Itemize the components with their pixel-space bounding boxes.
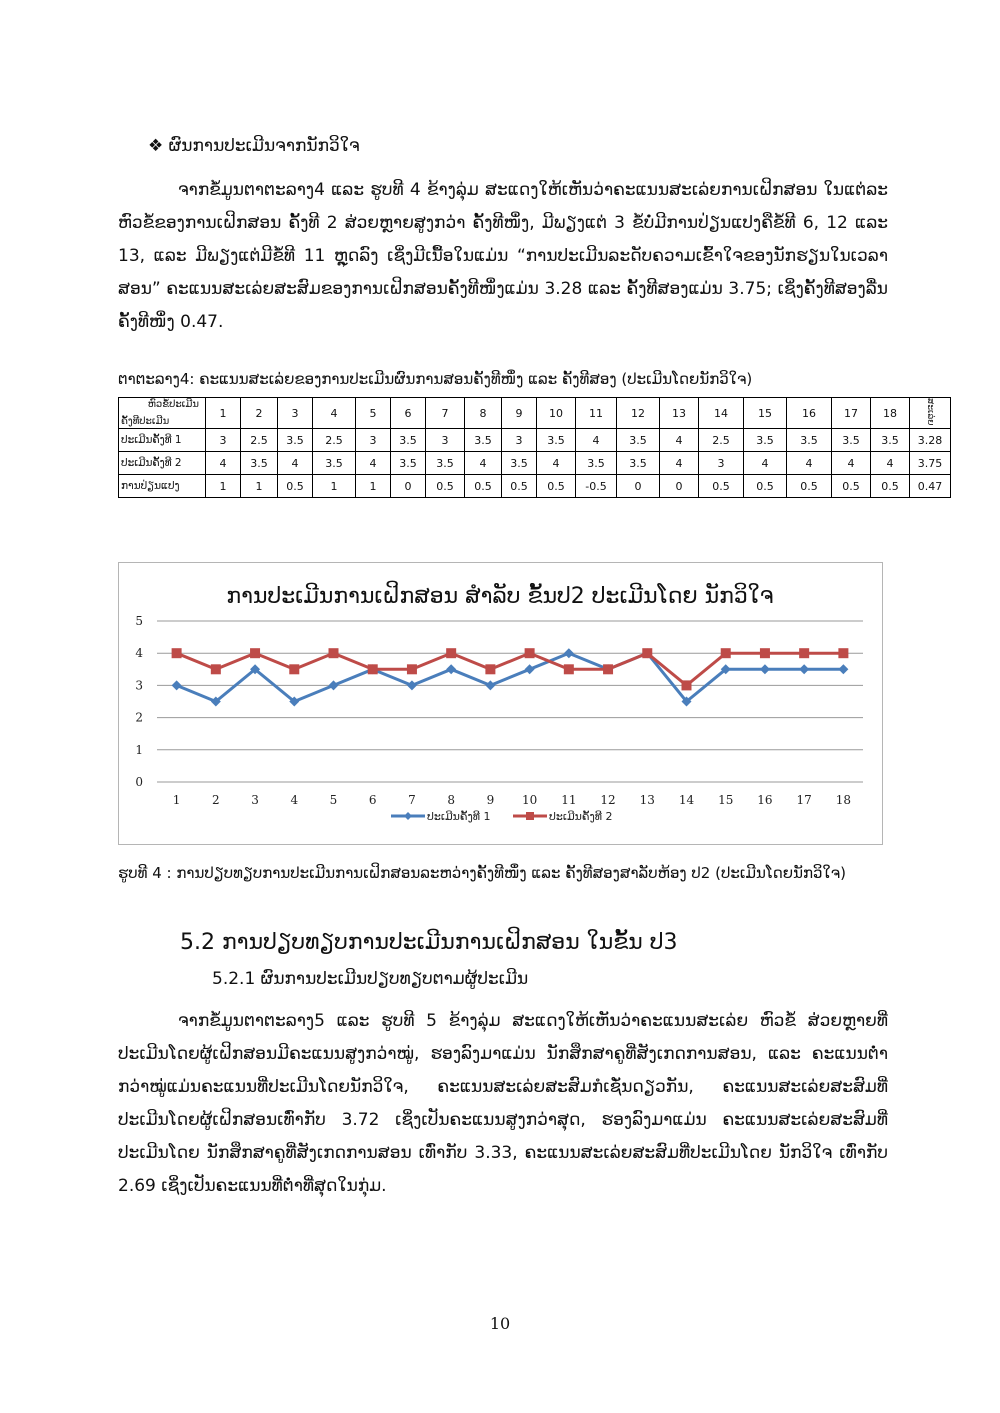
table-cell: 3.5 — [313, 452, 356, 475]
table-column-header: 6 — [391, 398, 426, 429]
table-cell: 3.5 — [502, 452, 537, 475]
table-cell: 3 — [206, 429, 241, 452]
data-point-series-2 — [799, 648, 809, 658]
table-cell: 2.5 — [241, 429, 278, 452]
data-point-series-2 — [485, 664, 495, 674]
table-cell: 3.5 — [391, 452, 426, 475]
table-cell: 1 — [241, 475, 278, 498]
table-column-header: 5 — [356, 398, 391, 429]
table-cell: 2.5 — [699, 429, 744, 452]
table-row-label: ປະເມີນຄັ້ງທີ 2 — [119, 452, 206, 475]
y-tick-label: 5 — [135, 614, 143, 628]
table-cell: 4 — [356, 452, 391, 475]
table-cell: 4 — [787, 452, 832, 475]
chart-title: ການປະເມີນການເຝິກສອນ ສຳລັບ ຂັ້ນປ2 ປະເມີນໂດຍ ນັກວິໃຈ — [226, 584, 774, 609]
table-cell: 3.5 — [465, 429, 502, 452]
table-column-header: 3 — [278, 398, 313, 429]
table-cell: 3 — [356, 429, 391, 452]
data-point-series-2 — [250, 648, 260, 658]
table-cell: 3.5 — [537, 429, 576, 452]
table-column-header: 11 — [576, 398, 617, 429]
table-column-header: 4 — [313, 398, 356, 429]
data-point-series-2 — [407, 664, 417, 674]
table-column-header: 2 — [241, 398, 278, 429]
data-point-series-1 — [446, 664, 456, 674]
table-corner-header — [119, 398, 206, 429]
table-cell: 3.5 — [787, 429, 832, 452]
x-tick-label: 1 — [172, 793, 181, 807]
x-tick-label: 4 — [290, 793, 299, 807]
data-point-series-1 — [838, 664, 848, 674]
table-cell: 3.5 — [744, 429, 787, 452]
data-point-series-2 — [838, 648, 848, 658]
y-tick-label: 2 — [135, 710, 143, 725]
table-cell: 3.5 — [832, 429, 871, 452]
subsection-heading: 5.2.1 ຜົນການປະເມີນປຽບທຽບຕາມຜູ້ປະເມີນ — [212, 969, 529, 989]
table-cell: 4 — [832, 452, 871, 475]
table-cell: 0.5 — [465, 475, 502, 498]
table-cell: 3.5 — [576, 452, 617, 475]
x-tick-label: 8 — [447, 793, 455, 807]
data-point-series-2 — [721, 648, 731, 658]
legend-marker-2 — [526, 812, 534, 820]
table-avg-cell: 3.75 — [910, 452, 951, 475]
table-row-label: ການປ່ຽນແປງ — [119, 475, 206, 498]
table-column-header: 15 — [744, 398, 787, 429]
paragraph-1 — [118, 174, 888, 339]
table-cell: 2.5 — [313, 429, 356, 452]
table-cell: 3.5 — [278, 429, 313, 452]
data-point-series-2 — [682, 680, 692, 690]
x-tick-label: 6 — [368, 793, 377, 807]
table-column-header: 14 — [699, 398, 744, 429]
data-point-series-1 — [329, 680, 339, 690]
x-tick-label: 17 — [796, 793, 812, 807]
table-cell: 4 — [660, 452, 699, 475]
table-cell: 4 — [465, 452, 502, 475]
table-cell: 3.5 — [871, 429, 910, 452]
table-cell: 3.5 — [391, 429, 426, 452]
table-cell: 3.5 — [617, 429, 660, 452]
table-cell: 0.5 — [537, 475, 576, 498]
legend-label: ປະເມີນຄັ້ງທີ 2 — [549, 810, 613, 823]
data-point-series-1 — [407, 680, 417, 690]
table-cell: 4 — [576, 429, 617, 452]
table-cell: 3.5 — [617, 452, 660, 475]
data-point-series-1 — [172, 680, 182, 690]
table-cell: 1 — [313, 475, 356, 498]
data-point-series-2 — [211, 664, 221, 674]
table-cell: 0.5 — [699, 475, 744, 498]
table-cell: 0.5 — [787, 475, 832, 498]
legend-marker-1 — [404, 812, 412, 820]
x-tick-label: 7 — [408, 793, 416, 807]
x-tick-label: 9 — [486, 793, 495, 807]
table-cell: 4 — [871, 452, 910, 475]
data-point-series-2 — [368, 664, 378, 674]
table-cell: 0.5 — [278, 475, 313, 498]
x-tick-label: 2 — [212, 793, 220, 807]
paragraph-1-text: ຈາກຂໍ້ມູນຕາຕະລາງ4 ແລະ ຮູບທີ 4 ຂ້າງລຸ່ມ ສະແດງໃຫ້ເຫັນວ່າຄະແນນສະເລ່ຍການເຝິກສອນ ໃນແຕ່ລະຫົວຂໍ້ຂອງການເຝິກສອນ ຄັ້ງທີ 2 ສ່ວຍຫຼາຍສູງກວ່າ ຄັ້ງທີໜຶ່ງ, ມີພຽງແຕ່ 3 ຂໍ້ບໍ່ມີການປ່ຽນແປງຄືຂໍ້ທີ 6, 12 ແລະ 13, ແລະ ມີພຽງແຕ່ມີຂໍ້ທີ 11 ຫຼຸດລົງ ເຊິ່ງມີເນື້ອໃນແມ່ນ “ການປະເມີນລະດັບຄວາມເຂົ້າໃຈຂອງນັກຮຽນໃນເວລາສອນ” ຄະແນນສະເລ່ຍສະສົມຂອງການເຝິກສອນຄັ້ງທີໜຶ່ງແມ່ນ 3.28 ແລະ ຄັ້ງທີສອງແມ່ນ 3.75; ເຊິ່ງຄັ້ງທີສອງລື່ນຄັ້ງທີໜຶ່ງ 0.47. — [118, 180, 888, 332]
table-cell: 4 — [660, 429, 699, 452]
table-column-header: 8 — [465, 398, 502, 429]
table-cell: 3 — [699, 452, 744, 475]
line-chart — [118, 562, 883, 845]
y-tick-label: 1 — [135, 742, 143, 757]
table-column-header: 16 — [787, 398, 832, 429]
table-cell: 0.5 — [426, 475, 465, 498]
table-avg-header — [910, 398, 951, 429]
table-cell: 1 — [356, 475, 391, 498]
score-table — [118, 397, 951, 498]
x-tick-label: 5 — [329, 793, 338, 807]
table-column-header: 18 — [871, 398, 910, 429]
data-point-series-1 — [799, 664, 809, 674]
table-cell: 0.5 — [502, 475, 537, 498]
data-point-series-2 — [603, 664, 613, 674]
section-heading: 5.2 ການປຽບທຽບການປະເມີນການເຝິກສອນ ໃນຂັ້ນ ປ3 — [180, 930, 678, 955]
table-cell: -0.5 — [576, 475, 617, 498]
x-tick-label: 11 — [561, 793, 577, 807]
table-cell: 3 — [502, 429, 537, 452]
data-point-series-2 — [329, 648, 339, 658]
table-column-header: 13 — [660, 398, 699, 429]
table-avg-cell: 3.28 — [910, 429, 951, 452]
table-cell: 3.5 — [241, 452, 278, 475]
corner-header-bottom: ຄັ້ງທີປະເມີນ — [121, 416, 170, 428]
table-column-header: 17 — [832, 398, 871, 429]
table-cell: 4 — [206, 452, 241, 475]
page-number: 10 — [489, 1314, 511, 1333]
data-point-series-1 — [485, 680, 495, 690]
table-cell: 0.5 — [744, 475, 787, 498]
table-row — [119, 429, 951, 452]
data-point-series-2 — [446, 648, 456, 658]
table-row-label: ປະເມີນຄັ້ງທີ 1 — [119, 429, 206, 452]
table-column-header: 12 — [617, 398, 660, 429]
data-point-series-1 — [760, 664, 770, 674]
table-cell: 0.5 — [832, 475, 871, 498]
y-tick-label: 3 — [135, 678, 143, 693]
data-point-series-2 — [564, 664, 574, 674]
table-column-header: 9 — [502, 398, 537, 429]
data-point-series-1 — [564, 648, 574, 658]
table-avg-cell: 0.47 — [910, 475, 951, 498]
paragraph-2 — [118, 1005, 888, 1203]
x-tick-label: 12 — [600, 793, 616, 807]
data-point-series-2 — [172, 648, 182, 658]
chart-svg — [119, 563, 882, 844]
paragraph-2-text: ຈາກຂໍ້ມູນຕາຕະລາງ5 ແລະ ຮູບທີ 5 ຂ້າງລຸ່ມ ສະແດງໃຫ້ເຫັນວ່າຄະແນນສະເລ່ຍ ຫົວຂໍ້ ສ່ວຍຫຼາຍທີ່ປະເມີນໂດຍຜູ້ເຝິກສອນມີຄະແນນສູງກວ່າໝູ່, ຮອງລົງມາແມ່ນ ນັກສຶກສາຄູທີ່ສັງເກດການສອນ, ແລະ ຄະແນນຕໍ່າກວ່າໝູ່ແມ່ນຄະແນນທີ່ປະເມີນໂດຍນັກວິໃຈ, ຄະແນນສະເລ່ຍສະສົມກໍເຊັ່ນດຽວກັນ, ຄະແນນສະເລ່ຍສະສົມທີ່ປະເມີນໂດຍຜູ້ເຝິກສອນເທົ່າກັບ 3.72 ເຊິ່ງເປັນຄະແນນສູງກວ່າສຸດ, ຮອງລົງມາແມ່ນ ຄະແນນສະເລ່ຍສະສົມທີ່ປະເມີນໂດຍ ນັກສຶກສາຄູທີ່ສັງເກດການສອນ ເທົ່າກັບ 3.33, ຄະແນນສະເລ່ຍສະສົມທີ່ປະເມີນໂດຍ ນັກວິໃຈ ເທົ່າກັບ 2.69 ເຊິ່ງເປັນຄະແນນທີ່ຕໍ່າທີ່ສຸດໃນກຸ່ມ. — [118, 1011, 888, 1196]
table-column-header: 10 — [537, 398, 576, 429]
table-column-header: 1 — [206, 398, 241, 429]
figure-caption: ຮູບທີ 4 : ການປຽບທຽບການປະເມີນການເຝິກສອນລະຫວ່າງຄັ້ງທີໜຶ່ງ ແລະ ຄັ້ງທີສອງສາລັບຫ້ອງ ປ2 (ປະເມີນໂດຍນັກວິໃຈ) — [118, 864, 847, 882]
legend-label: ປະເມີນຄັ້ງທີ 1 — [427, 810, 491, 823]
data-point-series-2 — [525, 648, 535, 658]
data-point-series-1 — [525, 664, 535, 674]
x-tick-label: 14 — [678, 793, 695, 807]
table-column-header: 7 — [426, 398, 465, 429]
table-cell: 1 — [206, 475, 241, 498]
data-point-series-2 — [642, 648, 652, 658]
table-cell: 0 — [391, 475, 426, 498]
table-cell: 4 — [744, 452, 787, 475]
bullet-heading: ❖ ຜົນການປະເມີນຈາກນັກວິໃຈ — [148, 136, 360, 156]
data-point-series-2 — [289, 664, 299, 674]
table-row — [119, 475, 951, 498]
y-tick-label: 4 — [135, 646, 143, 661]
data-point-series-2 — [760, 648, 770, 658]
x-tick-label: 3 — [251, 793, 259, 807]
table-row — [119, 452, 951, 475]
table-cell: 4 — [537, 452, 576, 475]
x-tick-label: 13 — [639, 793, 655, 807]
x-tick-label: 18 — [835, 793, 852, 807]
table-header-row — [119, 398, 951, 429]
x-tick-label: 15 — [718, 793, 734, 807]
corner-header-top: ຫົວຂໍ້ປະເມີນ — [147, 399, 199, 410]
table-cell: 0 — [617, 475, 660, 498]
table-cell: 3.5 — [426, 452, 465, 475]
table-cell: 4 — [278, 452, 313, 475]
x-tick-label: 10 — [521, 793, 538, 807]
y-tick-label: 0 — [135, 775, 143, 789]
table-cell: 0.5 — [871, 475, 910, 498]
x-tick-label: 16 — [757, 793, 773, 807]
table-caption: ຕາຕະລາງ4: ຄະແນນສະເລ່ຍຂອງການປະເມີນຜົນການສອນຄັ້ງທີໜຶ່ງ ແລະ ຄັ້ງທີສອງ (ປະເມີນໂດຍນັກວິໃຈ) — [118, 370, 753, 388]
table-cell: 0 — [660, 475, 699, 498]
avg-header-text: ສະເລ່ຍ — [925, 398, 935, 426]
table-cell: 3 — [426, 429, 465, 452]
